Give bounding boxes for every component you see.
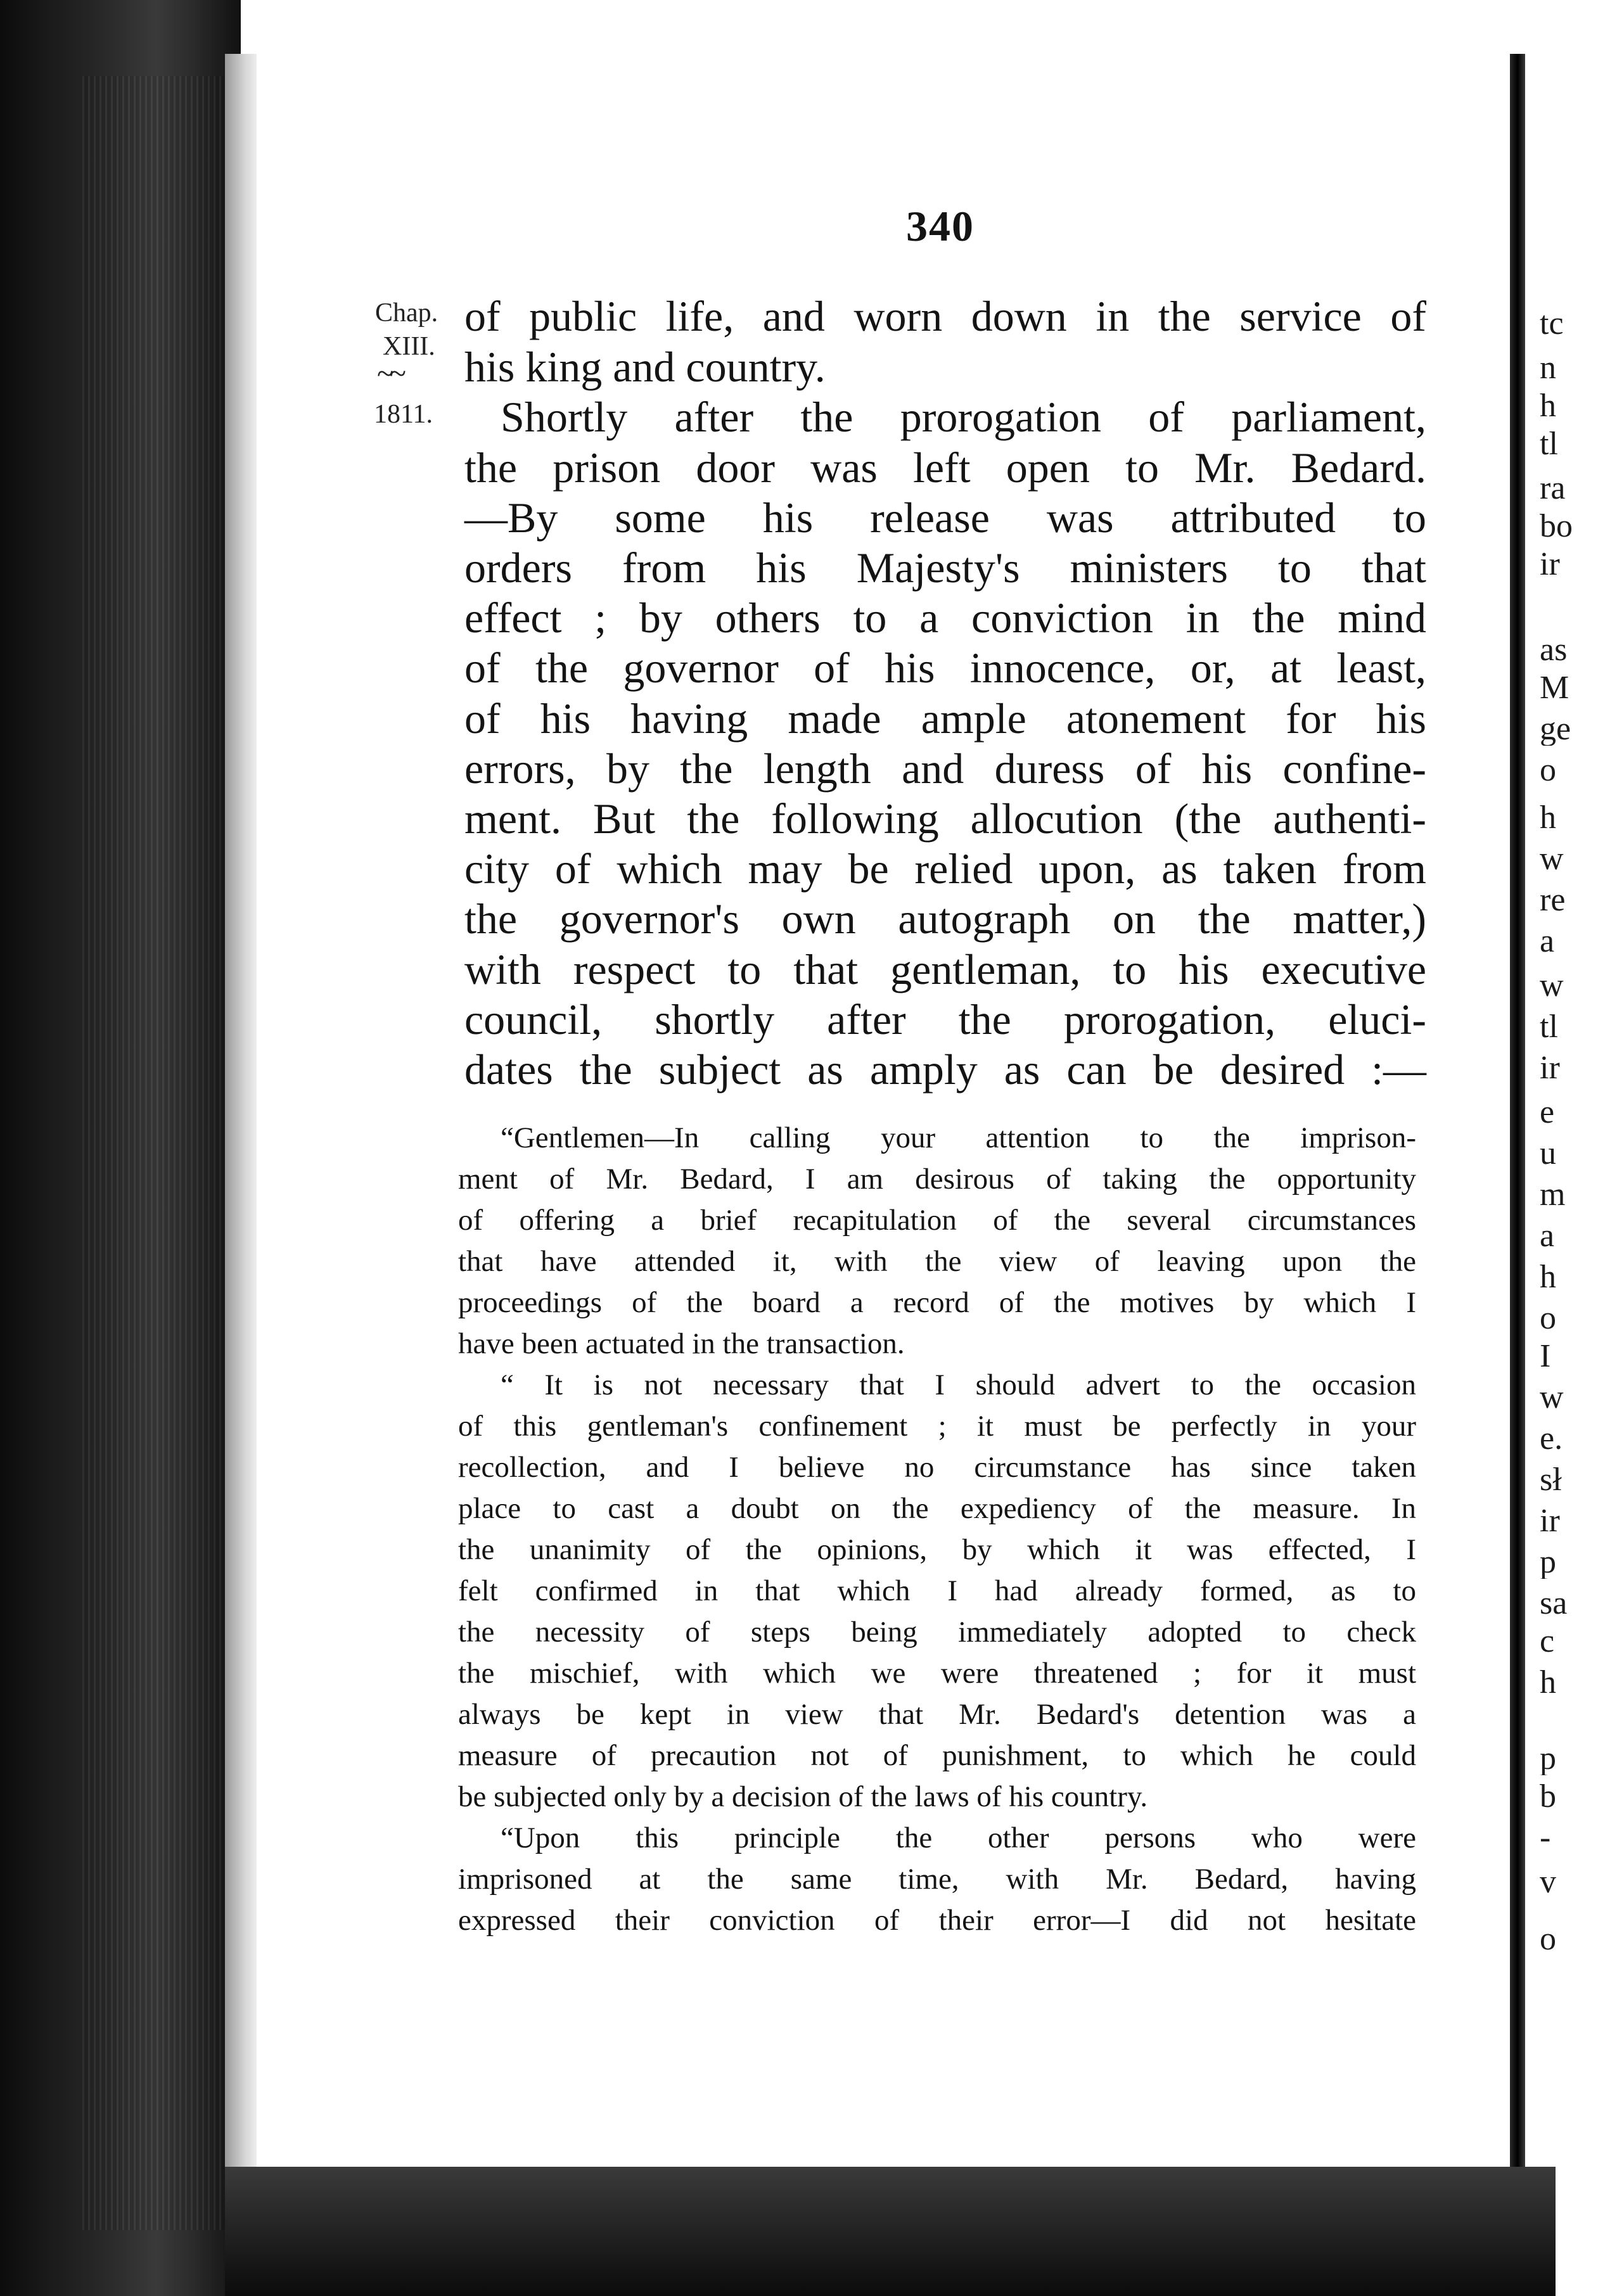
body-line: dates the subject as amply as can be desired :— <box>464 1045 1426 1094</box>
body-line: of public life, and worn down in the service of <box>464 292 1426 340</box>
facing-page-fragment: M <box>1540 672 1569 705</box>
facing-page-fragment: a <box>1540 1220 1555 1253</box>
facing-page-fragment: tl <box>1540 1011 1558 1043</box>
facing-page-fragment: tc <box>1540 307 1564 340</box>
quote-line: of this gentleman's confinement ; it must be perfectly in your <box>458 1410 1416 1443</box>
facing-page-fragment: c <box>1540 1625 1555 1658</box>
facing-page-fragment: o <box>1540 1923 1556 1956</box>
facing-page-fragment: bo <box>1540 510 1573 543</box>
quote-line: always be kept in view that Mr. Bedard's detention was a <box>458 1698 1416 1731</box>
facing-page-fragment: h <box>1540 1261 1556 1294</box>
quote-line: have been actuated in the transaction. <box>458 1327 905 1360</box>
body-line: the prison door was left open to Mr. Bedard. <box>464 443 1426 492</box>
scan-background <box>0 0 1617 57</box>
quote-line: that have attended it, with the view of leaving upon the <box>458 1245 1416 1278</box>
facing-page-fragment: h <box>1540 1666 1556 1699</box>
quote-line: “ It is not necessary that I should advert to the occasion <box>501 1368 1416 1401</box>
marginal-chapter-number: XIII. <box>383 332 435 361</box>
quote-line: measure of precaution not of punishment, to which he could <box>458 1739 1416 1772</box>
body-line: ment. But the following allocution (the authenti- <box>464 794 1426 843</box>
facing-page-fragment: b <box>1540 1780 1556 1813</box>
body-line: of his having made ample atonement for his <box>464 694 1426 743</box>
facing-page-fragment: w <box>1540 843 1564 876</box>
quote-line: expressed their conviction of their error—I did not hesitate <box>458 1904 1416 1937</box>
quote-line: felt confirmed in that which I had already formed, as to <box>458 1574 1416 1607</box>
page-number: 340 <box>906 202 975 250</box>
marginal-year: 1811. <box>374 400 433 429</box>
facing-page-fragment: e <box>1540 1096 1555 1129</box>
facing-page-fragment: ir <box>1540 548 1560 581</box>
body-line: the governor's own autograph on the matter,) <box>464 895 1426 943</box>
facing-page-fragment: w <box>1540 1381 1564 1414</box>
facing-page-fragment: u <box>1540 1137 1556 1170</box>
scan-bottom-shadow <box>225 2167 1556 2296</box>
body-line: his king and country. <box>464 343 826 391</box>
body-line: errors, by the length and duress of his confine- <box>464 744 1426 793</box>
facing-page-fragment: I <box>1540 1340 1551 1373</box>
facing-page-fragment: p <box>1540 1546 1556 1579</box>
quote-line: “Upon this principle the other persons who were <box>501 1821 1416 1854</box>
body-line: city of which may be relied upon, as taken from <box>464 845 1426 893</box>
facing-page-fragment: ir <box>1540 1505 1560 1538</box>
facing-page-fragment: re <box>1540 884 1566 917</box>
facing-page <box>1525 51 1617 2296</box>
facing-page-fragment: v <box>1540 1866 1556 1899</box>
facing-page-fragment: n <box>1540 352 1556 385</box>
facing-page-fragment: as <box>1540 634 1568 666</box>
marginal-chapter-label: Chap. <box>375 298 438 328</box>
quote-line: proceedings of the board a record of the motives by which I <box>458 1286 1416 1319</box>
facing-page-fragment: tl <box>1540 428 1558 461</box>
quote-line: the necessity of steps being immediately adopted to check <box>458 1616 1416 1649</box>
facing-page-fragment: - <box>1540 1821 1551 1854</box>
book-page-edges <box>82 76 241 2230</box>
body-line: with respect to that gentleman, to his executive <box>464 945 1426 993</box>
quote-line: be subjected only by a decision of the laws of his country. <box>458 1780 1148 1813</box>
quote-line: ment of Mr. Bedard, I am desirous of taking the opportunity <box>458 1163 1416 1196</box>
body-line: orders from his Majesty's ministers to that <box>464 544 1426 592</box>
book-fold <box>1510 54 1525 2176</box>
body-line: —By some his release was attributed to <box>464 494 1426 542</box>
quote-line: “Gentlemen—In calling your attention to the imprison- <box>501 1121 1416 1154</box>
facing-page-fragment: o <box>1540 754 1556 787</box>
facing-page-fragment: e. <box>1540 1422 1563 1455</box>
quote-line: imprisoned at the same time, with Mr. Bedard, having <box>458 1863 1416 1896</box>
facing-page-fragment: ra <box>1540 472 1566 505</box>
facing-page-fragment: o <box>1540 1302 1556 1335</box>
body-line: effect ; by others to a conviction in the mind <box>464 594 1426 642</box>
marginal-ornament: ~~ <box>377 357 402 390</box>
facing-page-fragment: a <box>1540 925 1555 958</box>
facing-page-fragment: w <box>1540 969 1564 1002</box>
quote-line: place to cast a doubt on the expediency of the measure. In <box>458 1492 1416 1525</box>
facing-page-fragment: p <box>1540 1742 1556 1775</box>
page-gutter <box>225 54 260 2176</box>
quote-line: of offering a brief recapitulation of the several circumstances <box>458 1204 1416 1237</box>
facing-page-fragment: sł <box>1540 1464 1562 1496</box>
body-line: council, shortly after the prorogation, eluci- <box>464 995 1426 1043</box>
body-line: of the governor of his innocence, or, at least, <box>464 644 1426 692</box>
body-line: Shortly after the prorogation of parliament, <box>501 393 1426 441</box>
quote-line: recollection, and I believe no circumstance has since taken <box>458 1451 1416 1484</box>
facing-page-fragment: m <box>1540 1178 1566 1211</box>
facing-page-fragment: ir <box>1540 1052 1560 1085</box>
facing-page-fragment: h <box>1540 801 1556 834</box>
facing-page-fragment: ge <box>1540 713 1571 746</box>
facing-page-fragment: h <box>1540 390 1556 423</box>
quote-line: the unanimity of the opinions, by which it was effected, I <box>458 1533 1416 1566</box>
facing-page-fragment: sa <box>1540 1587 1568 1620</box>
quote-line: the mischief, with which we were threatened ; for it must <box>458 1657 1416 1690</box>
